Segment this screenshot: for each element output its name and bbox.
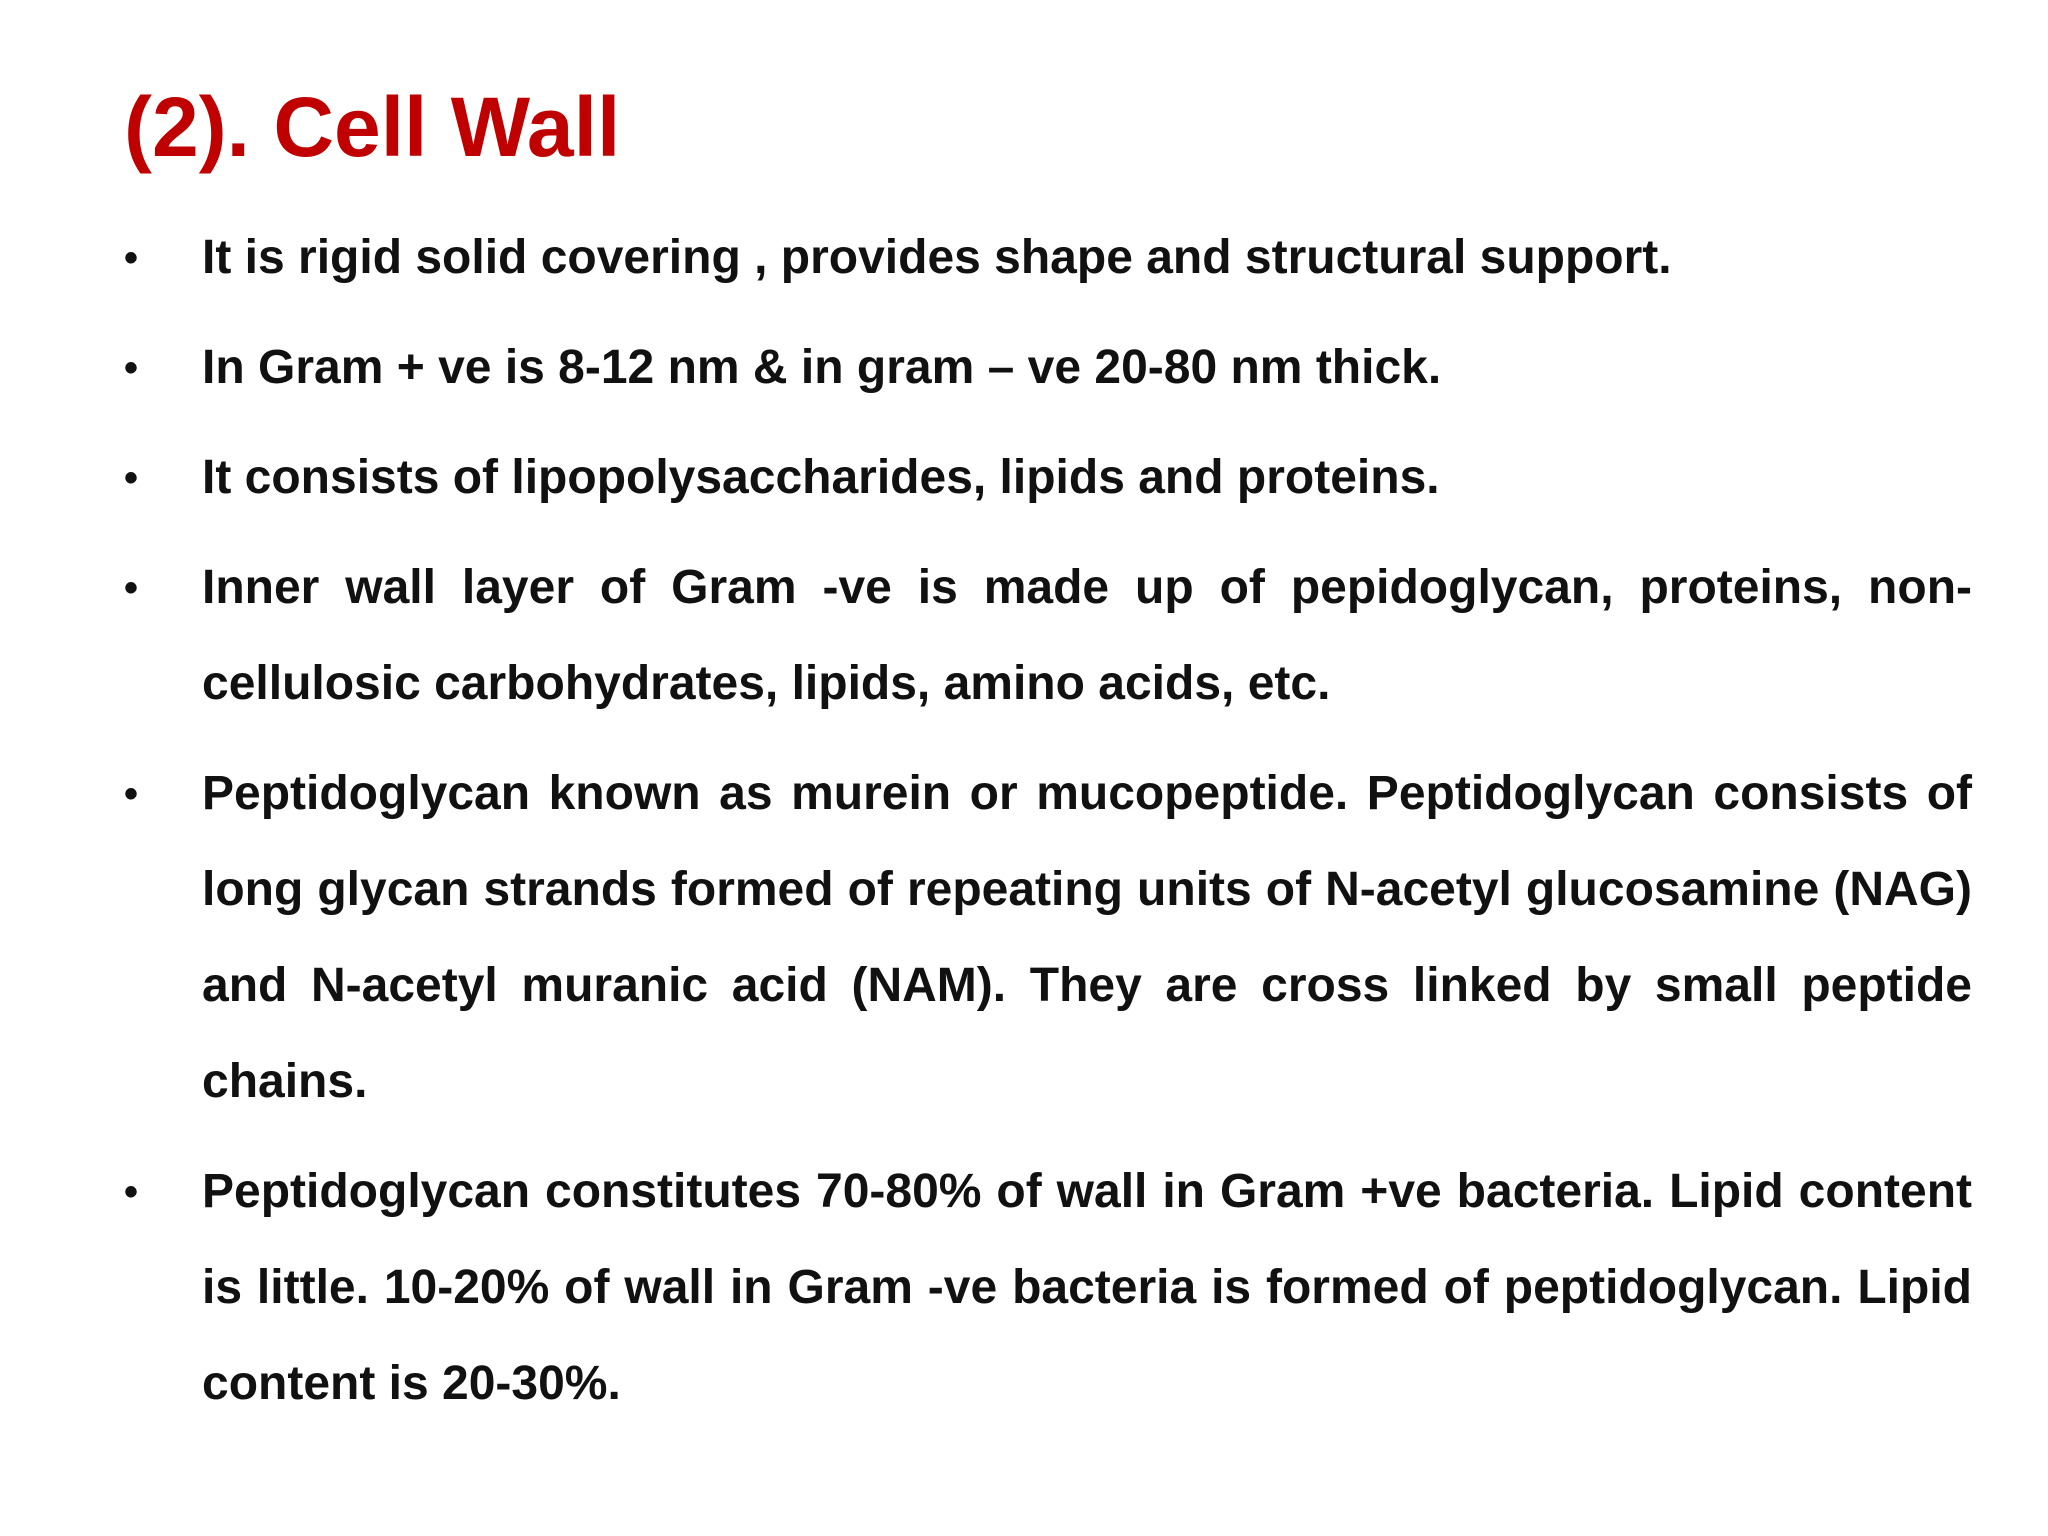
bullet-marker: •	[124, 346, 139, 390]
bullet-text: In Gram + ve is 8-12 nm & in gram – ve 20-80 nm thick.	[202, 341, 1442, 394]
bullet-marker: •	[124, 236, 139, 280]
bullet-list	[124, 210, 1972, 1446]
bullet-item-4	[124, 540, 1972, 732]
slide-title: (2). Cell Wall	[124, 80, 621, 174]
bullet-marker: •	[124, 566, 139, 610]
bullet-item-3	[124, 430, 1972, 526]
bullet-text: It is rigid solid covering , provides shape and structural support.	[202, 231, 1672, 284]
bullet-marker: •	[124, 1170, 139, 1214]
bullet-text: Peptidoglycan constitutes 70-80% of wall in Gram +ve bacteria. Lipid content is little. 10-20% of wall in Gram -ve bacteria is formed of peptidoglycan. Lipid content is 20-30%.	[202, 1165, 1972, 1410]
bullet-text: It consists of lipopolysaccharides, lipids and proteins.	[202, 451, 1440, 504]
bullet-item-6	[124, 1144, 1972, 1432]
bullet-text: Peptidoglycan known as murein or mucopeptide. Peptidoglycan consists of long glycan strands formed of repeating units of N-acetyl glucosamine (NAG) and N-acetyl muranic acid (NAM). They are cross linked by small peptide chains.	[202, 767, 1972, 1108]
bullet-item-2	[124, 320, 1972, 416]
bullet-item-1	[124, 210, 1972, 306]
bullet-item-5	[124, 746, 1972, 1130]
bullet-marker: •	[124, 772, 139, 816]
bullet-text: Inner wall layer of Gram -ve is made up of pepidoglycan, proteins, non-cellulosic carbohydrates, lipids, amino acids, etc.	[202, 561, 1972, 710]
bullet-marker: •	[124, 456, 139, 500]
